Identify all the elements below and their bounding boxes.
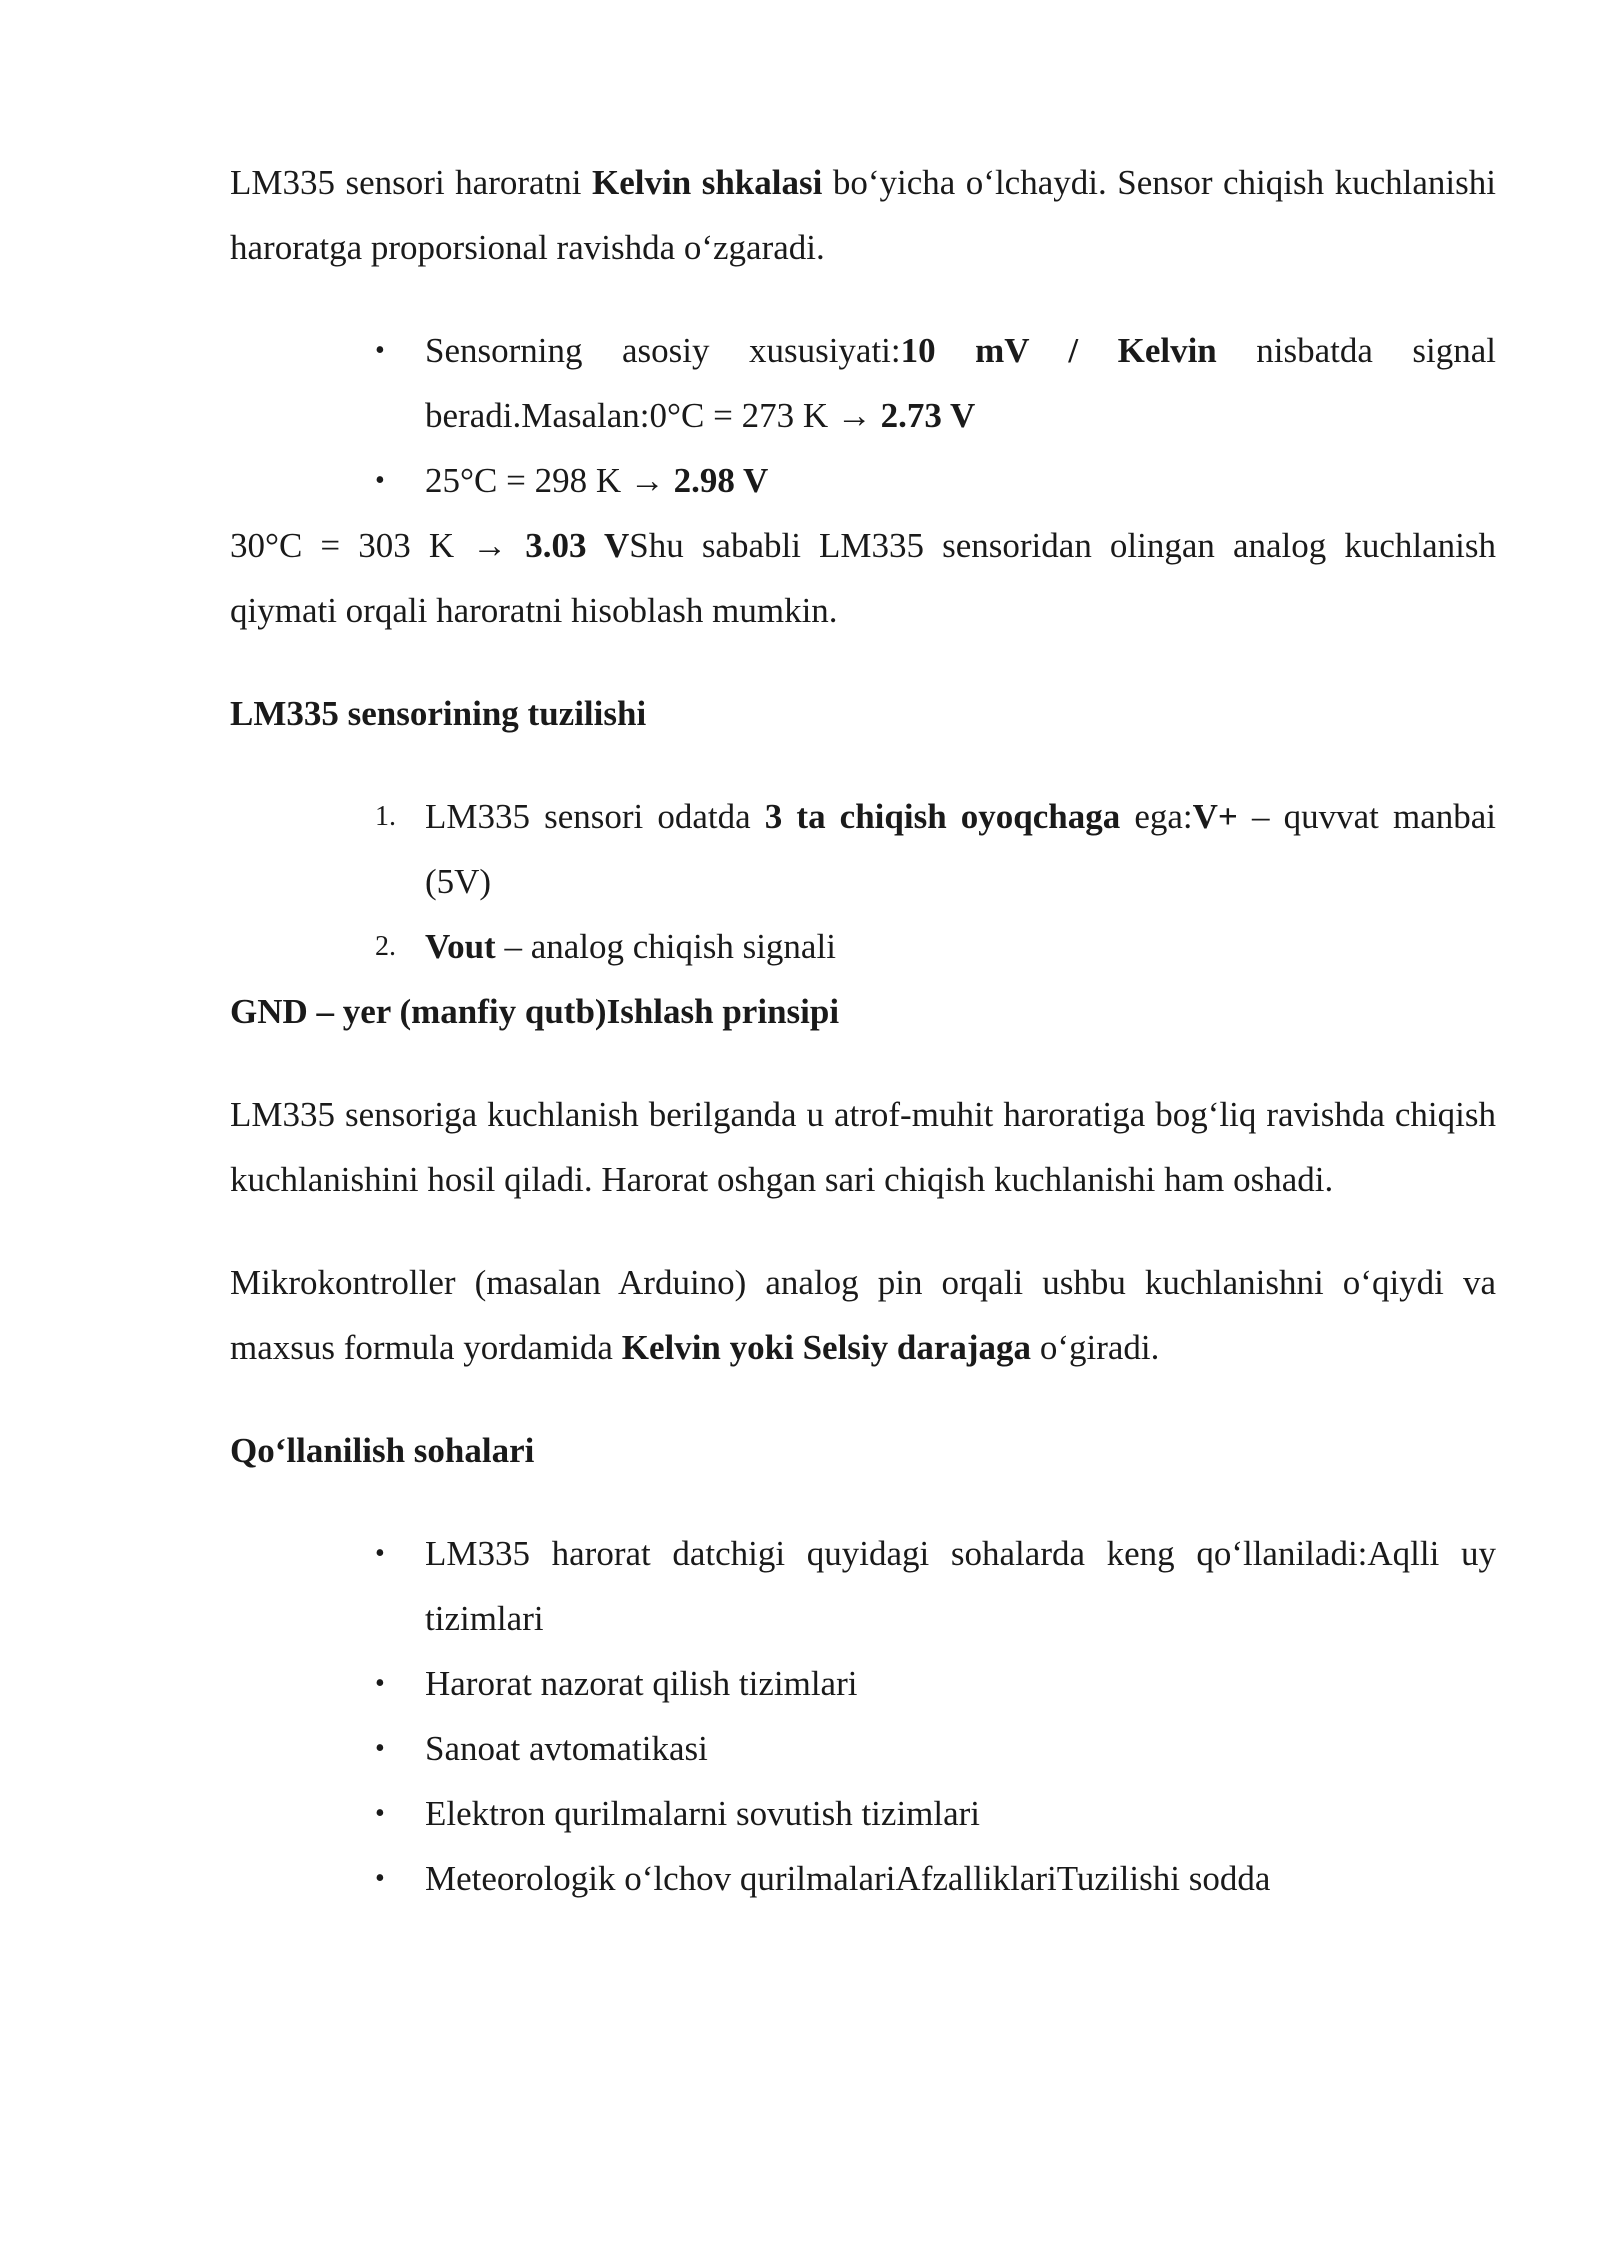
para-text: Mikrokontroller (masalan Arduino) analog pin orqali ushbu kuchlanishni o‘qiydi va maxsus formula yordamida bbox=[230, 1263, 1496, 1367]
section-heading: LM335 sensorining tuzilishi bbox=[230, 694, 647, 733]
kelvin-scale-bold: Kelvin shkalasi bbox=[592, 163, 823, 202]
list-text: Sensorning asosiy xususiyati: bbox=[425, 331, 901, 370]
example-paragraph bbox=[230, 513, 1496, 643]
bullet-icon: • bbox=[375, 335, 385, 366]
microcontroller-paragraph bbox=[230, 1250, 1496, 1380]
list-bold: 3 ta chiqish oyoqchaga bbox=[764, 797, 1121, 836]
list-bold: 10 mV / Kelvin bbox=[900, 331, 1217, 370]
list-text: ega: bbox=[1120, 797, 1193, 836]
bullet-icon: • bbox=[375, 1538, 385, 1569]
bullet-icon: • bbox=[375, 1733, 385, 1764]
para-bold: 3.03 V bbox=[525, 526, 630, 565]
list-text: – quvvat manbai (5V) bbox=[425, 797, 1496, 901]
list-item bbox=[230, 1781, 1496, 1846]
bullet-icon: • bbox=[375, 465, 385, 496]
bullet-icon: • bbox=[375, 1863, 385, 1894]
list-bold: 2.73 V bbox=[880, 396, 976, 435]
para-text: o‘giradi. bbox=[1031, 1328, 1160, 1367]
list-item bbox=[230, 448, 1496, 513]
para-text: Shu sababli LM335 sensoridan olingan analog kuchlanish qiymati orqali haroratni hisoblash mumkin. bbox=[230, 526, 1496, 630]
list-bold: Vout bbox=[425, 927, 496, 966]
structure-list bbox=[230, 784, 1496, 979]
list-text: Sanoat avtomatikasi bbox=[425, 1729, 708, 1768]
section-heading: GND – yer (manfiy qutb)Ishlash prinsipi bbox=[230, 992, 840, 1031]
list-item bbox=[230, 1716, 1496, 1781]
para-bold: Kelvin yoki Selsiy darajaga bbox=[621, 1328, 1032, 1367]
list-text: LM335 harorat datchigi quyidagi sohalarda keng qo‘llaniladi:Aqlli uy tizimlari bbox=[425, 1534, 1496, 1638]
list-text: Elektron qurilmalarni sovutish tizimlari bbox=[425, 1794, 981, 1833]
list-item bbox=[230, 784, 1496, 914]
list-number: 2. bbox=[375, 931, 396, 962]
list-item bbox=[230, 1651, 1496, 1716]
applications-list bbox=[230, 1521, 1496, 1846]
list-item bbox=[230, 318, 1496, 448]
intro-text: LM335 sensori haroratni bbox=[230, 163, 593, 202]
principle-paragraph: LM335 sensoriga kuchlanish berilganda u atrof-muhit haroratiga bog‘liq ravishda chiqish kuchlanishini hosil qiladi. Harorat oshgan sari chiqish kuchlanishi ham oshadi. bbox=[230, 1095, 1496, 1199]
list-text: Meteorologik o‘lchov qurilmalariAfzalliklariTuzilishi sodda bbox=[425, 1859, 1271, 1898]
list-text: Harorat nazorat qilish tizimlari bbox=[425, 1664, 858, 1703]
features-list bbox=[230, 318, 1496, 513]
intro-paragraph bbox=[230, 150, 1496, 280]
bullet-icon: • bbox=[375, 1668, 385, 1699]
para-text: 30°C = 303 K → bbox=[230, 526, 526, 565]
applications-list-last bbox=[230, 1846, 1496, 1911]
list-item bbox=[230, 1521, 1496, 1651]
list-text: – analog chiqish signali bbox=[495, 927, 836, 966]
list-number: 1. bbox=[375, 801, 396, 832]
list-text: nisbatda signal beradi.Masalan:0°C = 273 K → bbox=[425, 331, 1496, 435]
list-item bbox=[230, 914, 1496, 979]
document-page bbox=[230, 150, 1496, 1911]
list-bold: 2.98 V bbox=[673, 461, 769, 500]
list-text: LM335 sensori odatda bbox=[425, 797, 765, 836]
section-heading: Qo‘llanilish sohalari bbox=[230, 1431, 535, 1470]
list-bold: V+ bbox=[1192, 797, 1238, 836]
list-text: 25°C = 298 K → bbox=[425, 461, 674, 500]
bullet-icon: • bbox=[375, 1798, 385, 1829]
list-item bbox=[230, 1846, 1496, 1911]
intro-text-cont: bo‘yicha o‘lchaydi. Sensor chiqish kuchlanishi haroratga proporsional ravishda o‘zgaradi. bbox=[230, 163, 1496, 267]
